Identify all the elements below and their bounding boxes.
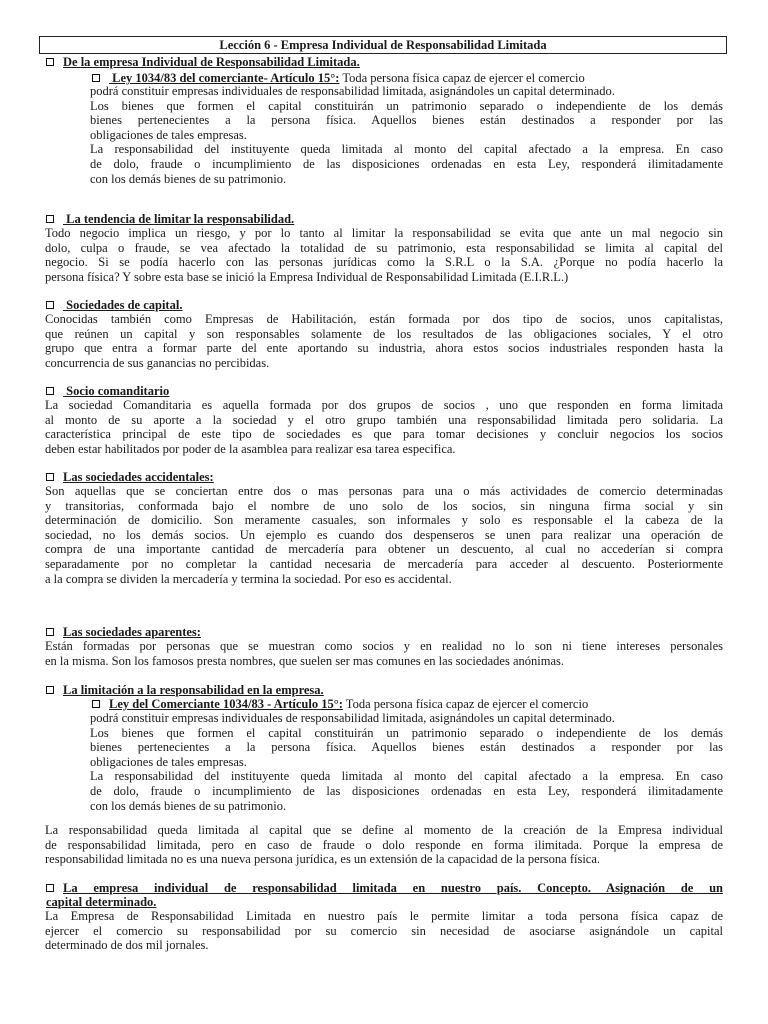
checkbox-bullet-icon (46, 473, 54, 481)
checkbox-bullet-icon (46, 686, 54, 694)
paragraph-tendencia: Todo negocio implica un riesgo, y por lo tanto al limitar la responsabilidad se evita que ante un mal negocio sin dolo, culpa o fraude, se vea afectado la totalidad de su patrimonio, esta responsabilidad se limita al capital del negocio. Si se podía hacerlo con las personas jurídicas como la S.R.L o la S.A. ¿Porque no podía hacerlo la persona física? Y sobre esta base se inició la Empresa Individual de Responsabilidad Limitada (E.I.R.L.) (45, 226, 723, 284)
section-heading-sociedades-capital: Sociedades de capital. (46, 298, 182, 312)
checkbox-bullet-icon (46, 215, 54, 223)
paragraph-ley-1034: podrá constituir empresas individuales de responsabilidad limitada, asignándoles un capital determinado. Los bienes que formen el capital constituirán un patrimonio separado o independiente de los demás bienes pertenecientes a la persona física. Aquellos bienes están destinados a responder por las obligaciones de tales empresas. La responsabilidad del instituyente queda limitada al monto del capital afectado a la empresa. En caso de dolo, fraude o incumplimiento de las disposiciones ordenadas en esta Ley, responderá ilimitadamente con los demás bienes de su patrimonio. (90, 84, 723, 186)
section-heading-sociedades-accidentales: Las sociedades accidentales: (46, 470, 214, 484)
paragraph-sociedades-capital: Conocidas también como Empresas de Habilitación, están formada por dos tipo de socios, unos capitalistas, que reúnen un capital y son responsables solamente de los resultados de las obligaciones sociales, Y el otro grupo que entra a formar parte del ente aportando su industria, ahora estos socios industriales responden hasta la concurrencia de sus ganancias no percibidas. (45, 312, 723, 370)
checkbox-bullet-icon (92, 74, 100, 82)
paragraph-sociedades-accidentales: Son aquellas que se conciertan entre dos o mas personas para una o más actividades de comercio determinadas y transitorias, conformada bajo el nombre de uno solo de los socios, sin ninguna firma social y sin determinación de domicilio. Son meramente casuales, son informales y solo es responsable el la cabeza de la sociedad, no los demás socios. Un ejemplo es cuando dos despenseros se unen para realizar una operación de compra de una importante cantidad de mercadería para obtener un descuento, al cual no accederían si compra separadamente por no completar la cantidad necesaria de mercadería para acceder al descuento. Posteriormente a la compra se dividen la mercadería y termina la sociedad. Por eso es accidental. (45, 484, 723, 586)
sub-heading-ley-1034: Ley 1034/83 del comerciante- Artículo 15°: Toda persona física capaz de ejercer el comercio (92, 71, 585, 85)
paragraph-socio-comanditario: La sociedad Comanditaria es aquella formada por dos grupos de socios , uno que responden en forma limitada al monto de su aporte a la sociedad y el otro grupo también una responsabilidad limitada pero solidaria. La característica principal de este tipo de sociedades es que para tomar decisiones y concluir negocios los socios deben estar habilitados por poder de la asamblea para realizar esa tarea especifica. (45, 398, 723, 456)
lesson-title: Lección 6 - Empresa Individual de Responsabilidad Limitada (39, 36, 727, 54)
checkbox-bullet-icon (46, 58, 54, 66)
paragraph-ley-comerciante: podrá constituir empresas individuales de responsabilidad limitada, asignándoles un capital determinado. Los bienes que formen el capital constituirán un patrimonio separado o independiente de los demás bienes pertenecientes a la persona física. Aquellos bienes están destinados a responder por las obligaciones de tales empresas. La responsabilidad del instituyente queda limitada al monto del capital afectado a la empresa. En caso de dolo, fraude o incumplimiento de las disposiciones ordenadas en esta Ley, responderá ilimitadamente con los demás bienes de su patrimonio. (90, 711, 723, 813)
section-heading-limitacion-responsabilidad: La limitación a la responsabilidad en la empresa. (46, 683, 324, 697)
checkbox-bullet-icon (46, 387, 54, 395)
section-heading-sociedades-aparentes: Las sociedades aparentes: (46, 625, 201, 639)
checkbox-bullet-icon (46, 628, 54, 636)
checkbox-bullet-icon (46, 884, 54, 892)
section-heading-empresa-nuestro-pais: La empresa individual de responsabilidad limitada en nuestro país. Concepto. Asignación de un capital determinado. (46, 881, 723, 909)
section-heading-empresa-individual: De la empresa Individual de Responsabilidad Limitada. (46, 55, 360, 69)
checkbox-bullet-icon (46, 301, 54, 309)
sub-heading-ley-comerciante: Ley del Comerciante 1034/83 - Artículo 15°: Toda persona física capaz de ejercer el comercio (92, 697, 588, 711)
section-heading-socio-comanditario: Socio comanditario (46, 384, 169, 398)
paragraph-sociedades-aparentes: Están formadas por personas que se muestran como socios y en realidad no lo son ni tiene intereses personales en la misma. Son los famosos presta nombres, que suelen ser mas comunes en las sociedades anónimas. (45, 639, 723, 668)
paragraph-responsabilidad-limitada: La responsabilidad queda limitada al capital que se define al momento de la creación de la Empresa individual de responsabilidad limitada, pero en caso de fraude o dolo responde en forma ilimitada. Porque la empresa de responsabilidad limitada no es una nueva persona jurídica, es un extensión de la capacidad de la persona física. (45, 823, 723, 867)
paragraph-empresa-nuestro-pais: La Empresa de Responsabilidad Limitada en nuestro país le permite limitar a toda persona física capaz de ejercer el comercio su responsabilidad por su comercio sin necesidad de asociarse asignándole un capital determinado de dos mil jornales. (45, 909, 723, 953)
section-heading-tendencia: La tendencia de limitar la responsabilidad. (46, 212, 294, 226)
checkbox-bullet-icon (92, 700, 100, 708)
